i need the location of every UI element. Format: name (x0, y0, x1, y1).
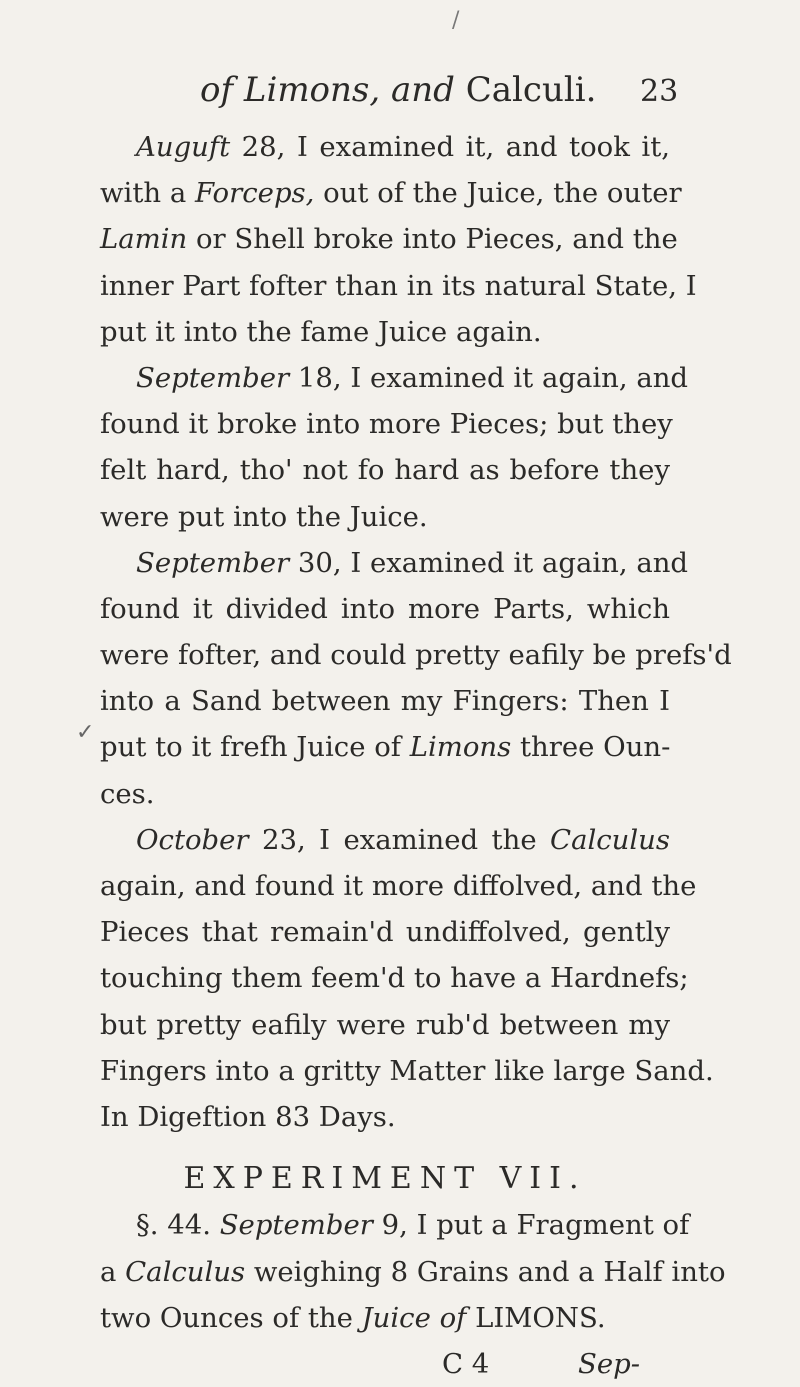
text-line (100, 447, 670, 493)
line-text: felt hard, tho' not fo hard as before they (100, 454, 670, 487)
text-line (100, 586, 670, 632)
text-line (100, 1249, 726, 1295)
running-header (200, 70, 700, 120)
line-text: into a Sand between my Fingers: Then I (100, 685, 670, 718)
margin-mark: ✓ (76, 720, 95, 745)
line-text: 18, I examined it again, and (289, 361, 689, 394)
text-line (100, 170, 682, 216)
line-text: three Oun- (511, 731, 671, 764)
line-text: 23, I examined the (248, 823, 551, 856)
body-text (100, 124, 732, 1387)
text-line (100, 1094, 670, 1140)
text-line (100, 817, 670, 863)
line-text: LIMONS. (466, 1301, 606, 1334)
line-text: a (100, 1255, 126, 1288)
line-text: or Shell broke into Pieces, and the (187, 223, 678, 256)
line-text: were put into the Juice. (100, 500, 428, 533)
text-line (100, 494, 670, 540)
line-text: but pretty eafily were rub'd between my (100, 1008, 670, 1041)
line-text: 9, I put a Fragment of (372, 1209, 690, 1242)
text-line (100, 1295, 670, 1341)
text-line (100, 216, 678, 262)
line-text: found it broke into more Pieces; but they (100, 408, 673, 441)
text-line (100, 309, 670, 355)
date-italic: October (136, 823, 249, 856)
line-text: 28, I examined it, and took it, (230, 131, 670, 163)
line-text: inner Part fofter than in its natural State, I (100, 269, 697, 302)
term-italic: Calculus (550, 823, 670, 856)
line-text: two Ounces of the (100, 1301, 362, 1334)
text-line (100, 1002, 670, 1048)
line-text: were fofter, and could pretty eafily be prefs'd (100, 639, 732, 672)
term-italic: Calculus (125, 1255, 246, 1288)
text-line (100, 955, 689, 1001)
text-line (100, 909, 670, 955)
line-text: found it divided into more Parts, which (100, 592, 670, 625)
text-line (100, 355, 689, 401)
text-line (100, 771, 670, 817)
catchword: Sep- (577, 1347, 640, 1380)
signature-mark: C 4 (441, 1347, 490, 1380)
running-title (200, 70, 596, 110)
text-line (100, 263, 697, 309)
page-number: 23 (640, 74, 679, 109)
term-italic: Lamin (100, 223, 188, 256)
term-italic: Juice of (361, 1301, 467, 1334)
line-text: with a (100, 177, 195, 210)
line-text: Pieces that remain'd undiffolved, gently (100, 916, 670, 949)
line-text: In Digeftion 83 Days. (100, 1100, 396, 1133)
date-italic: September (136, 361, 290, 394)
text-line (100, 1048, 714, 1094)
line-text: again, and found it more diffolved, and the (100, 870, 697, 902)
line-text: ces. (100, 777, 155, 810)
experiment-heading: EXPERIMENT VII. (183, 1161, 587, 1197)
term-italic: Limons (409, 731, 512, 764)
stray-mark: / (452, 8, 460, 33)
date-italic: September (136, 546, 290, 579)
title-part-2: and (391, 70, 455, 110)
line-text: Fingers into a gritty Matter like large Sand. (100, 1054, 714, 1087)
line-text: 30, I examined it again, and (289, 546, 689, 579)
line-text: put to it frefh Juice of (100, 731, 410, 764)
title-part-3: Calculi. (465, 70, 597, 110)
text-line (100, 540, 689, 586)
text-line (100, 863, 697, 909)
line-text: touching them feem'd to have a Hardnefs; (100, 962, 689, 995)
text-line (100, 632, 732, 678)
text-line (100, 401, 673, 447)
text-line (100, 724, 670, 770)
text-line (100, 678, 670, 724)
title-part-1: of Limons, (200, 70, 381, 110)
text-line (100, 1202, 690, 1248)
line-text: weighing 8 Grains and a Half into (245, 1255, 726, 1288)
line-text: out of the Juice, the outer (314, 177, 682, 210)
term-italic: Forceps, (194, 177, 315, 210)
text-line (100, 124, 670, 170)
line-text: put it into the fame Juice again. (100, 315, 542, 348)
date-italic: September (219, 1209, 373, 1242)
date-italic: Auguft (136, 131, 231, 163)
line-text: §. 44. (136, 1209, 220, 1242)
